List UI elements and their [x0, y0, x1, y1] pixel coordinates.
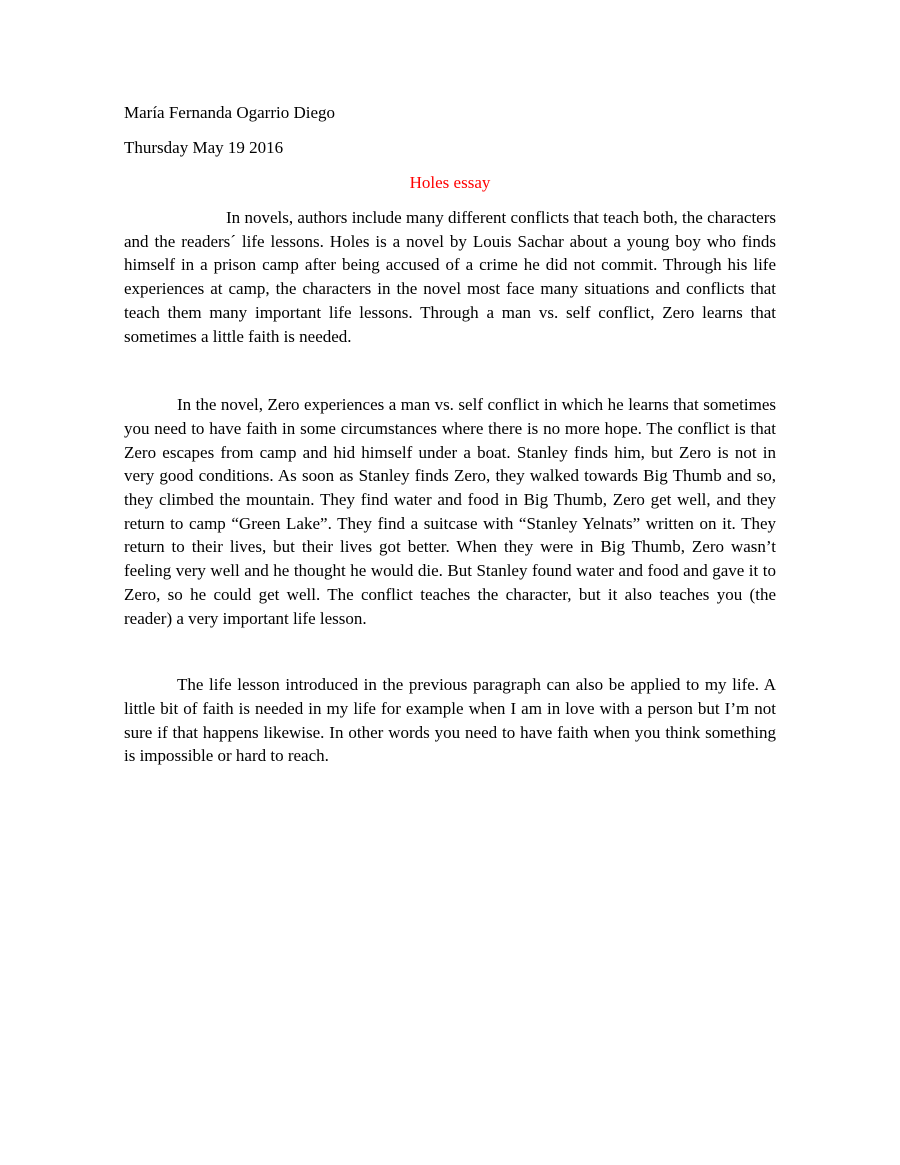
essay-title: Holes essay: [409, 173, 491, 192]
date-line: Thursday May 19 2016: [124, 138, 284, 157]
essay-paragraph-3: The life lesson introduced in the previous paragraph can also be applied to my life. A little bit of faith is needed in my life for example when I am in love with a person but I’m not sure if that happens likewise. In other words you need to have faith when you think something is impossible or hard to reach.: [124, 675, 776, 766]
essay-paragraph-2: In the novel, Zero experiences a man vs. self conflict in which he learns that sometimes you need to have faith in some circumstances where there is no more hope. The conflict is that Zero escapes from camp and hid himself under a boat. Stanley finds him, but Zero is not in very good conditions. As soon as Stanley finds Zero, they walked towards Big Thumb and so, they climbed the mountain. They find water and food in Big Thumb, Zero get well, and they return to camp “Green Lake”. They find a suitcase with “Stanley Yelnats” written on it. They return to their lives, but their lives got better. When they were in Big Thumb, Zero wasn’t feeling very well and he thought he would die. But Stanley found water and food and gave it to Zero, so he could get well. The conflict teaches the character, but it also teaches you (the reader) a very important life lesson.: [124, 395, 776, 628]
essay-paragraph-1: In novels, authors include many different conflicts that teach both, the characters and the readers´ life lessons. Holes is a novel by Louis Sachar about a young boy who finds himself in a prison camp after being accused of a crime he did not commit. Through his life experiences at camp, the characters in the novel most face many situations and conflicts that teach them many important life lessons. Through a man vs. self conflict, Zero learns that sometimes a little faith is needed.: [124, 208, 776, 346]
author-line: María Fernanda Ogarrio Diego: [124, 103, 336, 122]
